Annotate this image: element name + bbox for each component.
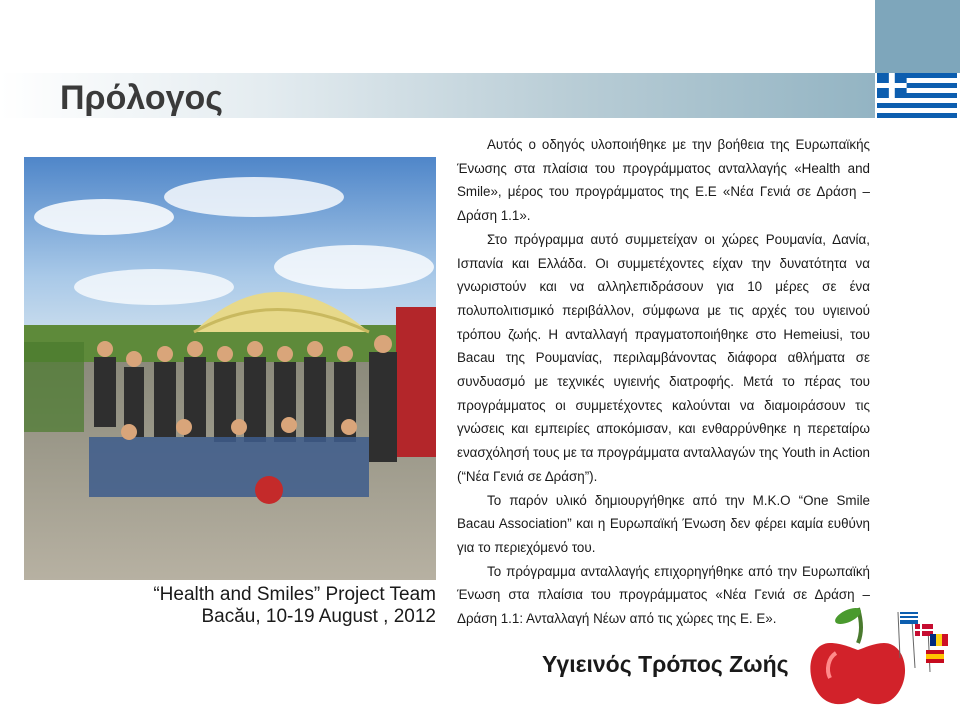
- header-blue-block: [875, 0, 960, 73]
- photo-caption: [24, 584, 436, 628]
- caption-line-1: “Health and Smiles” Project Team: [153, 584, 436, 605]
- apple-logo-icon: [800, 598, 960, 709]
- caption-line-2: Bacău, 10-19 August , 2012: [201, 606, 436, 627]
- body-text: [457, 133, 870, 631]
- footer-title: Υγιεινός Τρόπος Ζωής: [542, 651, 789, 677]
- paragraph: Το πρόγραμμα ανταλλαγής επιχορηγήθηκε από την Ευρωπαϊκή Ένωση στα πλαίσια του προγράμματος «Νέα Γενιά σε Δράση – Δράση 1.1: Ανταλλαγή Νέων από τις χώρες της Ε. Ε».: [457, 563, 870, 627]
- paragraph: Στο πρόγραμμα αυτό συμμετείχαν οι χώρες Ρουμανία, Δανία, Ισπανία και Ελλάδα. Οι συμμετέχοντες είχαν την δυνατότητα να γνωριστούν και να αλληλεπιδράσουν για 10 μέρες σε ένα πολυπολιτισμικό περιβάλλον, σύμφωνα με τις αρχές του υγιεινού τρόπου ζωής. Η ανταλλαγή πραγματοποιήθηκε στο Hemeiusi, του Bacau της Ρουμανίας, περιλαμβάνοντας διάφορα αθλήματα σε συνδυασμό με τεχνικές υγιεινής διατροφής. Μετά το πέρας του προγράμματος οι συμμετέχοντες καλούνται να διαμοιράσουν τις γνώσεις και εμπειρίες αποκόμισαν, και ενθαρρύνθηκε η περεταίρω ενασχόλησή τους με τα προγράμματα ανταλλαγών της Youth in Action (“Νέα Γενιά σε Δράση”).: [457, 231, 870, 484]
- group-photo: [24, 157, 436, 580]
- paragraph: Το παρόν υλικό δημιουργήθηκε από την Μ.Κ.Ο “One Smile Bacau Association” και η Ευρωπαϊκή Ένωση δεν φέρει καμία ευθύνη για το περιεχόμενό του.: [457, 492, 870, 555]
- greek-flag-icon: [877, 73, 957, 118]
- paragraph: Αυτός ο οδηγός υλοποιήθηκε με την βοήθεια της Ευρωπαϊκής Ένωσης στα πλαίσια του προγράμματος ανταλλαγής «Health and Smile», μέρος του προγράμματος της Ε.Ε «Νέα Γενιά σε Δράση – Δράση 1.1».: [457, 137, 870, 224]
- page-title: Πρόλογος: [60, 79, 223, 117]
